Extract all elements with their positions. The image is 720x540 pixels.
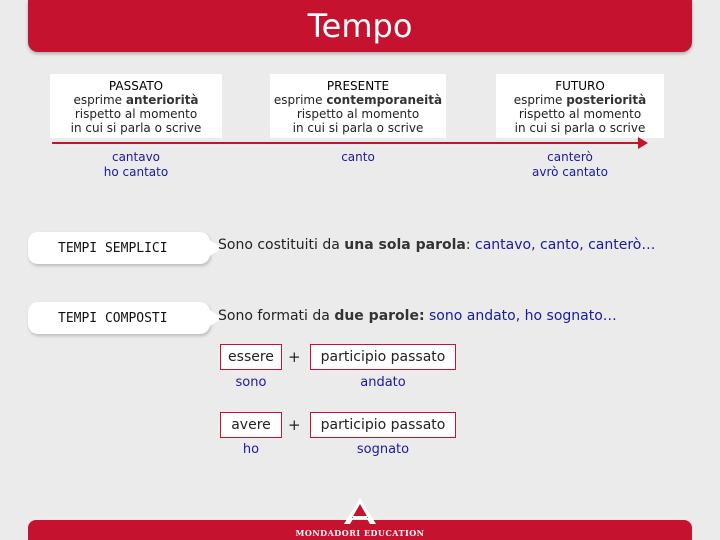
passato-box	[50, 74, 222, 138]
passato-line2: rispetto al momento	[74, 107, 198, 121]
futuro-line1-prefix: esprime	[513, 93, 567, 107]
semplici-colon: :	[465, 237, 476, 253]
composti-bold: due parole:	[334, 308, 425, 324]
participio-box-1: participio passato	[310, 344, 456, 370]
composti-text: Sono formati da	[218, 308, 335, 324]
passato-example-1: cantavo	[111, 150, 161, 164]
passato-line1-prefix: esprime	[73, 93, 126, 107]
passato-heading: PASSATO	[108, 79, 164, 93]
semplici-examples: cantavo, canto, canterò…	[475, 237, 656, 253]
essere-example: sono	[235, 375, 267, 390]
timeline-arrow-line	[52, 142, 640, 144]
futuro-example-2: avrò cantato	[532, 165, 608, 179]
passato-keyword: anteriorità	[125, 93, 199, 107]
presente-example-1: canto	[341, 150, 375, 164]
futuro-examples	[500, 150, 640, 180]
essere-box: essere	[220, 344, 282, 370]
futuro-box	[496, 74, 664, 138]
passato-examples	[66, 150, 206, 180]
participio-box-2: participio passato	[310, 412, 456, 438]
page-title: Tempo	[307, 7, 413, 45]
futuro-heading: FUTURO	[555, 79, 605, 93]
presente-keyword: contemporaneità	[326, 93, 443, 107]
passato-line3: in cui si parla o scrive	[70, 121, 202, 135]
tempi-semplici-description	[218, 237, 655, 253]
futuro-line2: rispetto al momento	[518, 107, 642, 121]
plus-sign-1: +	[288, 348, 301, 366]
presente-box	[270, 74, 446, 138]
presente-line1-prefix: esprime	[273, 93, 327, 107]
semplici-text: Sono costituiti da	[218, 237, 345, 253]
presente-examples	[288, 150, 428, 165]
participio-example-1: andato	[360, 375, 406, 390]
futuro-line3: in cui si parla o scrive	[514, 121, 646, 135]
timeline-arrow-head	[638, 137, 648, 149]
title-bar	[28, 0, 692, 52]
passato-example-2: ho cantato	[103, 165, 169, 179]
tempi-composti-tag	[28, 302, 210, 334]
semplici-bold: una sola parola	[344, 237, 466, 253]
futuro-example-1: canterò	[547, 150, 593, 164]
tempi-semplici-label: TEMPI SEMPLICI	[58, 241, 168, 256]
presente-line3: in cui si parla o scrive	[292, 121, 424, 135]
mondadori-logo-icon	[340, 498, 380, 524]
avere-box: avere	[220, 412, 282, 438]
presente-heading: PRESENTE	[326, 79, 390, 93]
presente-line2: rispetto al momento	[296, 107, 420, 121]
mondadori-logo-text: MONDADORI EDUCATION	[295, 528, 425, 538]
tempi-composti-label: TEMPI COMPOSTI	[58, 311, 168, 326]
avere-example: ho	[242, 442, 260, 457]
futuro-keyword: posteriorità	[566, 93, 647, 107]
participio-example-2: sognato	[356, 442, 410, 457]
composti-examples: sono andato, ho sognato…	[424, 308, 617, 324]
plus-sign-2: +	[288, 416, 301, 434]
tempi-composti-description	[218, 308, 617, 324]
tempi-semplici-tag	[28, 232, 210, 264]
